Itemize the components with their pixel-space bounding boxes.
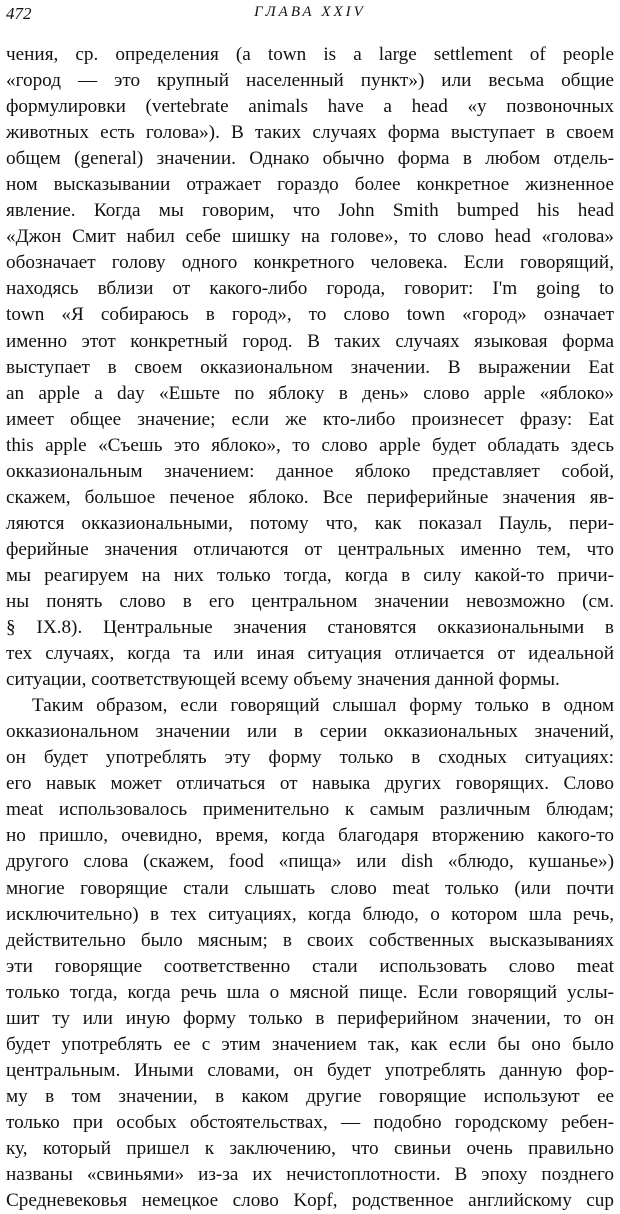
text-line: названы «свиньями» из-за их нечистоплотности. В эпоху позднего [6, 1164, 614, 1186]
text-line: животных есть голова»). В таких случаях форма выступает в своем [6, 122, 614, 144]
text-line: будет употреблять ее с этим значением так, как если бы оно было [6, 1033, 614, 1055]
text-line: общем (general) значении. Однако обычно форма в любом отдель- [6, 148, 614, 170]
text-line: эти говорящие соответственно стали использовать слово meat [6, 955, 614, 977]
text-line: многие говорящие стали слышать слово meat только (или почти [6, 877, 614, 899]
text-line: ны понять слово в его центральном значении невозможно (см. [6, 590, 614, 612]
text-line: но пришло, очевидно, время, когда благодаря вторжению какого-то [6, 825, 614, 847]
page-header [6, 4, 614, 34]
body-text [6, 42, 614, 1214]
page-number: 472 [6, 4, 32, 23]
text-line: его навык может отличаться от навыка других говорящих. Слово [6, 773, 614, 795]
text-line: имеет общее значение; если же кто-либо произнесет фразу: Eat [6, 408, 614, 430]
text-line: «город — это крупный населенный пункт») или весьма общие [6, 70, 614, 92]
text-line: тех случаях, когда та или иная ситуация отличается от идеальной [6, 643, 614, 665]
text-line: му в том значении, в каком другие говорящие используют ее [6, 1085, 614, 1107]
running-head: ГЛАВА XXIV [254, 4, 366, 20]
text-line: выступает в своем окказиональном значении. В выражении Eat [6, 356, 614, 378]
text-line: окказиональном значении или в серии окказиональных значений, [6, 721, 614, 743]
text-line: ном высказывании отражает гораздо более конкретное жизненное [6, 174, 614, 196]
text-line: исключительно) в тех ситуациях, когда блюдо, о котором шла речь, [6, 903, 614, 925]
text-line: именно этот конкретный город. В таких случаях языковая форма [6, 330, 614, 352]
text-line: meat использовалось применительно к самым различным блюдам; [6, 799, 614, 821]
text-line: ку, который пришел к заключению, что свиньи очень правильно [6, 1137, 614, 1159]
text-line: он будет употреблять эту форму только в сходных ситуациях: [6, 747, 614, 769]
text-line: чения, ср. определения (a town is a large settlement of people [6, 44, 614, 65]
text-line: ляются окказиональными, потому что, как показал Пауль, пери- [6, 512, 614, 534]
book-page [6, 4, 614, 1212]
text-line: действительно было мясным; в своих собственных высказываниях [6, 929, 614, 951]
text-line: находясь вблизи от какого-либо города, говорит: I'm going to [6, 278, 614, 300]
text-line: только при особых обстоятельствах, — подобно городскому ребен- [6, 1111, 614, 1133]
text-line: ситуации, соответствующей всему объему значения данной формы. [6, 669, 560, 691]
text-line: скажем, большое печеное яблоко. Все периферийные значения яв- [6, 486, 614, 508]
text-line: только тогда, когда речь шла о мясной пище. Если говорящий услы- [6, 981, 614, 1003]
text-line: ферийные значения отличаются от центральных именно тем, что [6, 538, 614, 560]
text-line: мы реагируем на них только тогда, когда в силу какой-то причи- [6, 564, 614, 586]
text-line: town «Я собираюсь в город», то слово town «город» означает [6, 304, 614, 326]
text-line: шит ту или иную форму только в периферийном значении, то он [6, 1007, 614, 1029]
text-line: центральным. Иными словами, он будет употреблять данную фор- [6, 1059, 614, 1081]
text-line: обозначает голову одного конкретного человека. Если говорящий, [6, 252, 614, 274]
text-line: явление. Когда мы говорим, что John Smith bumped his head [6, 200, 614, 222]
text-line: «Джон Смит набил себе шишку на голове», то слово head «голова» [6, 226, 614, 248]
text-line: an apple a day «Ешьте по яблоку в день» слово apple «яблоко» [6, 382, 614, 404]
text-line: this apple «Съешь это яблоко», то слово apple будет обладать здесь [6, 434, 614, 456]
text-line: Таким образом, если говорящий слышал форму только в одном [32, 695, 614, 717]
text-line: окказиональным значением: данное яблоко представляет собой, [6, 460, 614, 482]
text-line: другого слова (скажем, food «пища» или dish «блюдо, кушанье») [6, 851, 614, 873]
text-line: формулировки (vertebrate animals have a head «у позвоночных [6, 96, 614, 118]
text-line: Средневековья немецкое слово Kopf, родственное английскому cup [6, 1190, 614, 1212]
text-line: § IX.8). Центральные значения становятся окказиональными в [6, 617, 614, 639]
